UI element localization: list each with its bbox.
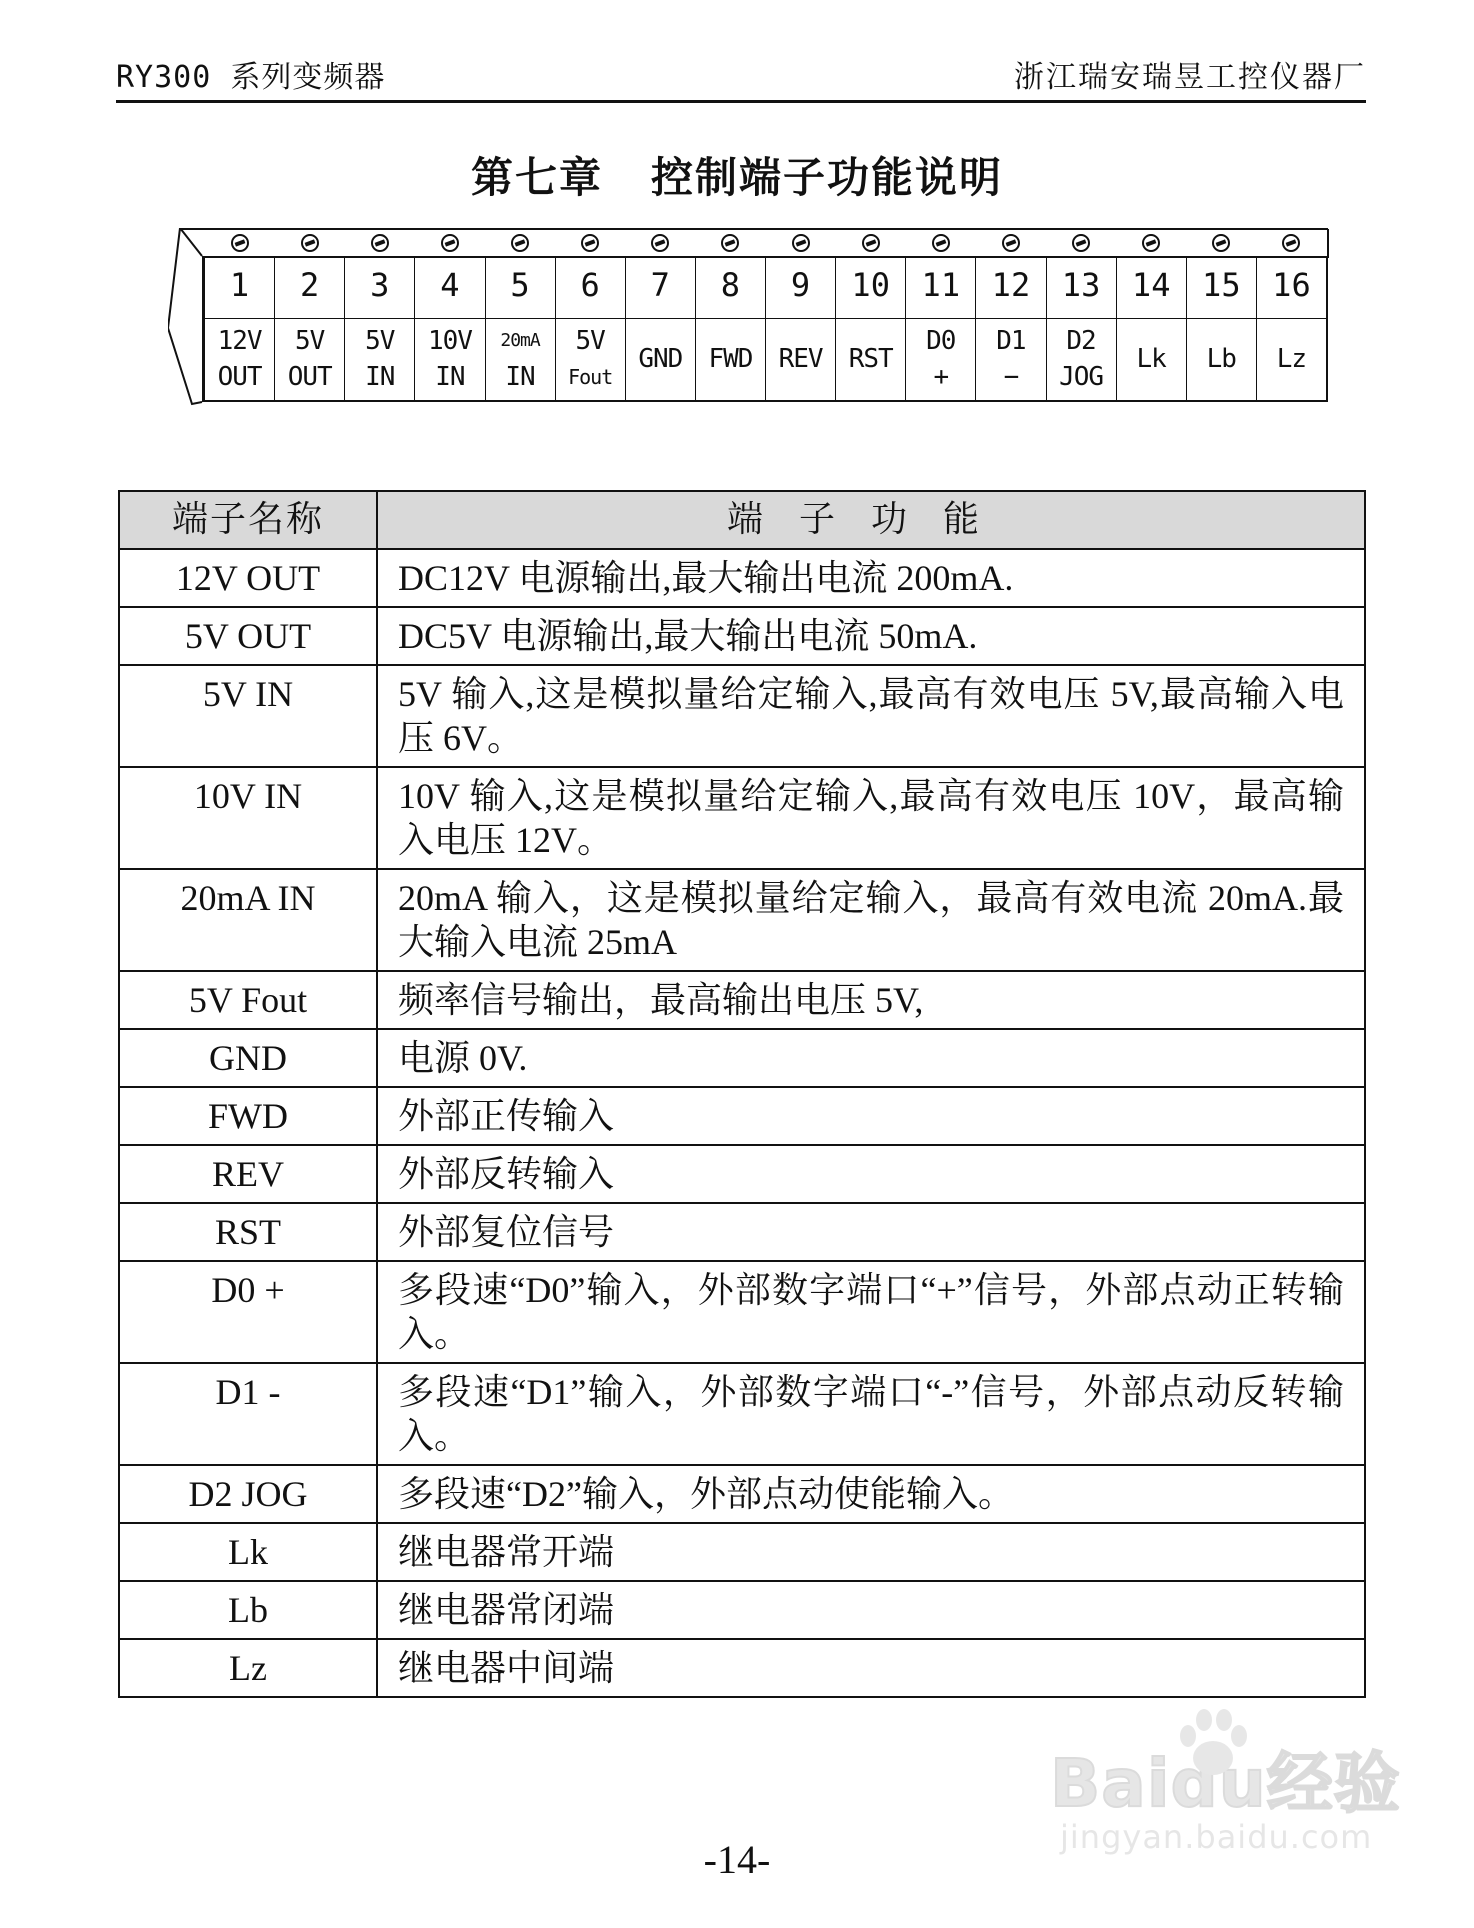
terminal-number: 8 — [720, 266, 741, 304]
table-row — [119, 1203, 1365, 1261]
terminal-label-line1: Lb — [1206, 344, 1236, 374]
terminal-function-cell: 5V 输入,这是模拟量给定输入,最高有效电压 5V,最高输入电压 6V。 — [377, 665, 1365, 767]
terminal-label-line1: GND — [638, 344, 683, 374]
terminal-name-cell: Lb — [119, 1581, 377, 1639]
terminal-11 — [906, 258, 976, 400]
chapter-title — [0, 145, 1474, 205]
terminal-function-cell: 继电器中间端 — [377, 1639, 1365, 1697]
terminal-label-line1: D1 — [996, 326, 1026, 356]
terminal-label-line1: 12V — [217, 326, 262, 356]
terminal-label-line1: 20mA — [500, 330, 540, 351]
terminal-15 — [1187, 258, 1257, 400]
terminal-label-line1: 5V — [295, 326, 325, 356]
terminal-13 — [1047, 258, 1117, 400]
terminal-name-cell: D0 + — [119, 1261, 377, 1363]
table-header-row — [119, 491, 1365, 549]
terminal-label — [626, 318, 695, 399]
terminal-number: 2 — [300, 266, 320, 304]
terminal-7 — [626, 258, 696, 400]
terminal-label — [1047, 318, 1116, 399]
chapter-heading: 控制端子功能说明 — [651, 153, 1004, 202]
terminal-function-cell: 电源 0V. — [377, 1029, 1365, 1087]
table-row — [119, 1145, 1365, 1203]
terminal-label-line2: IN — [365, 362, 395, 392]
terminal-function-cell: 外部复位信号 — [377, 1203, 1365, 1261]
table-row — [119, 1581, 1365, 1639]
terminal-label — [836, 318, 905, 399]
terminal-label-line2: IN — [505, 362, 535, 392]
terminal-label-line1: D2 — [1066, 326, 1096, 356]
terminal-6 — [556, 258, 626, 400]
terminal-name-cell: 5V Fout — [119, 971, 377, 1029]
terminal-name-cell: Lk — [119, 1523, 377, 1581]
terminal-label-line2: JOG — [1059, 362, 1104, 392]
terminal-label-line2: IN — [435, 362, 465, 392]
terminal-label-line1: D0 — [926, 326, 956, 356]
terminal-9 — [766, 258, 836, 400]
terminal-label-line1: 10V — [427, 326, 472, 356]
screw-icon — [301, 234, 319, 252]
terminal-label — [1187, 318, 1256, 399]
paw-icon — [1168, 1700, 1258, 1790]
chapter-number: 第七章 — [470, 153, 603, 202]
table-row — [119, 1363, 1365, 1465]
terminal-label — [275, 318, 344, 399]
screw-icon — [231, 234, 249, 252]
terminal-2 — [275, 258, 345, 400]
terminal-number: 6 — [580, 266, 600, 304]
terminal-label-line2: − — [1003, 362, 1019, 392]
terminal-number: 14 — [1131, 266, 1171, 304]
terminal-label — [486, 318, 555, 399]
manufacturer-name: 浙江瑞安瑞昱工控仪器厂 — [1014, 60, 1366, 95]
screw-icon — [862, 234, 880, 252]
terminal-name-cell: RST — [119, 1203, 377, 1261]
terminal-label-line1: Lk — [1136, 344, 1166, 374]
terminal-label — [345, 318, 414, 399]
table-row — [119, 607, 1365, 665]
terminal-name-cell: Lz — [119, 1639, 377, 1697]
terminal-label — [766, 318, 835, 399]
terminal-function-cell: 外部正传输入 — [377, 1087, 1365, 1145]
table-row — [119, 549, 1365, 607]
terminal-number: 3 — [370, 266, 390, 304]
page-header — [116, 50, 1366, 103]
terminal-strip-diagram — [168, 228, 1330, 406]
table-row — [119, 1029, 1365, 1087]
terminal-number: 1 — [229, 266, 250, 304]
table-row — [119, 1465, 1365, 1523]
page-number: -14- — [703, 1837, 771, 1882]
terminal-label — [976, 318, 1045, 399]
terminal-number: 10 — [851, 266, 890, 304]
terminal-label-line2: Fout — [568, 365, 613, 389]
terminal-label-line1: REV — [778, 344, 823, 374]
terminal-label-line2: OUT — [217, 362, 262, 392]
header-terminal-name: 端子名称 — [119, 491, 377, 549]
terminal-8 — [696, 258, 766, 400]
table-row — [119, 665, 1365, 767]
terminal-block — [202, 256, 1328, 402]
terminal-label-line2: OUT — [287, 362, 332, 392]
table-row — [119, 1639, 1365, 1697]
terminal-name-cell: 10V IN — [119, 767, 377, 869]
terminal-function-cell: 多段速“D0”输入，外部数字端口“+”信号，外部点动正转输入。 — [377, 1261, 1365, 1363]
terminal-function-table — [118, 490, 1366, 1698]
terminal-name-cell: 5V OUT — [119, 607, 377, 665]
terminal-function-cell: 外部反转输入 — [377, 1145, 1365, 1203]
terminal-function-cell: 继电器常开端 — [377, 1523, 1365, 1581]
terminal-4 — [415, 258, 485, 400]
terminal-name-cell: 12V OUT — [119, 549, 377, 607]
terminal-5 — [486, 258, 556, 400]
terminal-function-cell: 继电器常闭端 — [377, 1581, 1365, 1639]
terminal-number: 11 — [921, 266, 961, 304]
terminal-number: 5 — [510, 266, 530, 304]
terminal-name-cell: D2 JOG — [119, 1465, 377, 1523]
table-row — [119, 1087, 1365, 1145]
document-title: RY300 系列变频器 — [116, 60, 386, 95]
terminal-name-cell: 20mA IN — [119, 869, 377, 971]
terminal-label-line1: FWD — [708, 344, 753, 374]
watermark-logo-text: Baidu经验 — [1050, 1745, 1401, 1822]
terminal-function-cell: 多段速“D2”输入，外部点动使能输入。 — [377, 1465, 1365, 1523]
terminal-function-cell: DC12V 电源输出,最大输出电流 200mA. — [377, 549, 1365, 607]
screw-icon — [792, 234, 810, 252]
terminal-function-cell: 20mA 输入，这是模拟量给定输入，最高有效电流 20mA.最大输入电流 25mA — [377, 869, 1365, 971]
terminal-label-line1: Lz — [1276, 344, 1307, 374]
terminal-label — [906, 318, 975, 399]
watermark-url: jingyan.baidu.com — [1060, 1818, 1373, 1856]
terminal-label-line1: 5V — [575, 326, 605, 356]
terminal-label — [1117, 318, 1186, 399]
terminal-10 — [836, 258, 906, 400]
terminal-number: 9 — [790, 266, 811, 304]
terminal-name-cell: REV — [119, 1145, 377, 1203]
screw-icon — [511, 234, 529, 252]
header-terminal-function: 端子功能 — [377, 491, 1365, 549]
terminal-function-cell: DC5V 电源输出,最大输出电流 50mA. — [377, 607, 1365, 665]
terminal-name-cell: 5V IN — [119, 665, 377, 767]
terminal-number: 16 — [1272, 266, 1311, 304]
terminal-12 — [976, 258, 1046, 400]
terminal-label-line1: RST — [848, 344, 893, 374]
screw-icon — [1002, 234, 1020, 252]
terminal-3 — [345, 258, 415, 400]
table-row — [119, 1261, 1365, 1363]
terminal-name-cell: FWD — [119, 1087, 377, 1145]
terminal-label — [1257, 318, 1326, 399]
terminal-label — [205, 318, 274, 399]
terminal-number: 4 — [440, 266, 460, 304]
terminal-label-line2: + — [933, 362, 949, 392]
terminal-number: 7 — [650, 266, 670, 304]
table-row — [119, 869, 1365, 971]
screw-icon — [371, 234, 389, 252]
terminal-number: 12 — [991, 266, 1031, 304]
table-row — [119, 767, 1365, 869]
watermark — [1050, 1700, 1450, 1860]
terminal-16 — [1257, 258, 1326, 400]
terminal-14 — [1117, 258, 1187, 400]
terminal-number: 15 — [1202, 266, 1241, 304]
screw-icon — [932, 234, 950, 252]
table-row — [119, 1523, 1365, 1581]
terminal-function-cell: 频率信号输出，最高输出电压 5V, — [377, 971, 1365, 1029]
terminal-label — [556, 318, 625, 399]
terminal-label — [696, 318, 765, 399]
terminal-function-cell: 多段速“D1”输入，外部数字端口“-”信号，外部点动反转输入。 — [377, 1363, 1365, 1465]
screw-icon — [441, 234, 459, 252]
terminal-label-line1: 5V — [365, 326, 395, 356]
terminal-1 — [205, 258, 275, 400]
terminal-label — [415, 318, 484, 399]
screw-icon — [1072, 234, 1090, 252]
terminal-name-cell: GND — [119, 1029, 377, 1087]
terminal-number: 13 — [1061, 266, 1101, 304]
terminal-name-cell: D1 - — [119, 1363, 377, 1465]
table-row — [119, 971, 1365, 1029]
terminal-function-cell: 10V 输入,这是模拟量给定输入,最高有效电压 10V，最高输入电压 12V。 — [377, 767, 1365, 869]
